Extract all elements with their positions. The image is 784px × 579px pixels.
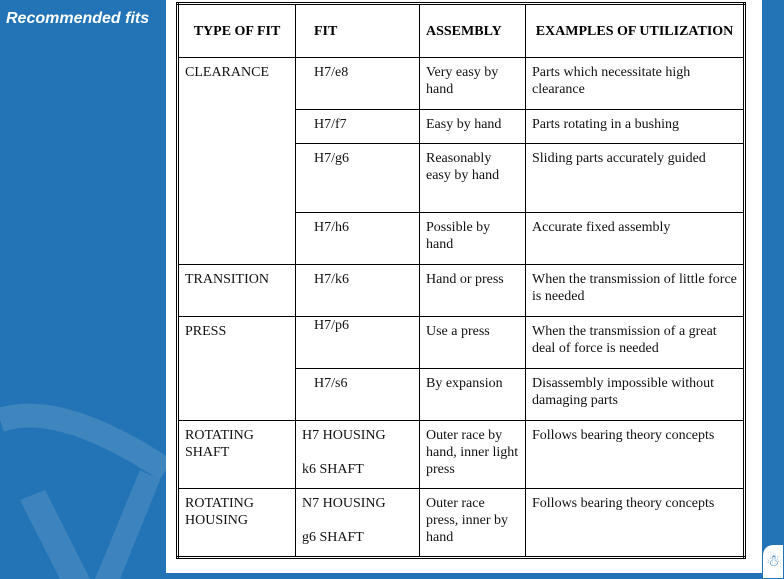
fit-cell: H7/h6: [296, 213, 420, 265]
fit-cell: H7/k6: [296, 265, 420, 317]
table-row: [178, 489, 745, 558]
assembly-cell: Very easy by hand: [420, 58, 526, 110]
example-cell: Follows bearing theory concepts: [526, 489, 745, 558]
header-assembly: ASSEMBLY: [420, 4, 526, 58]
content-panel: [166, 0, 762, 573]
fit-cell: H7/g6: [296, 144, 420, 213]
assembly-cell: Outer race by hand, inner light press: [420, 421, 526, 489]
background-arc: [0, 416, 166, 470]
type-cell: CLEARANCE: [178, 58, 296, 265]
shaft-fit: k6 SHAFT: [302, 462, 364, 477]
type-cell: ROTATING SHAFT: [178, 421, 296, 489]
fit-cell: H7/s6: [296, 369, 420, 421]
assembly-cell: Reasonably easy by hand: [420, 144, 526, 213]
fit-cell: [296, 489, 420, 558]
example-cell: Accurate fixed assembly: [526, 213, 745, 265]
example-cell: When the transmission of a great deal of force is needed: [526, 317, 745, 369]
fit-cell: [296, 421, 420, 489]
assembly-cell: Outer race press, inner by hand: [420, 489, 526, 558]
example-cell: Sliding parts accurately guided: [526, 144, 745, 213]
background-stroke: [20, 490, 90, 579]
fits-table: [176, 2, 746, 559]
header-examples: EXAMPLES OF UTILIZATION: [526, 4, 745, 58]
background-decoration: [0, 0, 166, 579]
table-row: [178, 421, 745, 489]
housing-fit: H7 HOUSING: [302, 428, 386, 443]
assembly-cell: By expansion: [420, 369, 526, 421]
example-cell: Parts which necessitate high clearance: [526, 58, 745, 110]
slide-title: Recommended fits: [6, 10, 150, 27]
type-cell: PRESS: [178, 317, 296, 421]
assembly-cell: Possible by hand: [420, 213, 526, 265]
background-stroke: [95, 470, 160, 579]
fit-cell: H7/e8: [296, 58, 420, 110]
housing-fit: N7 HOUSING: [302, 496, 386, 511]
type-cell: TRANSITION: [178, 265, 296, 317]
header-type: TYPE OF FIT: [178, 4, 296, 58]
example-cell: Parts rotating in a bushing: [526, 110, 745, 144]
assembly-cell: Hand or press: [420, 265, 526, 317]
fit-cell: H7/p6: [296, 317, 420, 369]
example-cell: Disassembly impossible without damaging parts: [526, 369, 745, 421]
assembly-cell: Easy by hand: [420, 110, 526, 144]
assembly-cell: Use a press: [420, 317, 526, 369]
shaft-fit: g6 SHAFT: [302, 530, 364, 545]
header-fit: FIT: [296, 4, 420, 58]
type-cell: ROTATING HOUSING: [178, 489, 296, 558]
table-row: [178, 58, 745, 110]
mascot-logo-icon: ☃: [763, 545, 783, 578]
example-cell: When the transmission of little force is needed: [526, 265, 745, 317]
fit-cell: H7/f7: [296, 110, 420, 144]
header-row: [178, 4, 745, 58]
table-row: [178, 317, 745, 369]
table-row: [178, 265, 745, 317]
example-cell: Follows bearing theory concepts: [526, 421, 745, 489]
